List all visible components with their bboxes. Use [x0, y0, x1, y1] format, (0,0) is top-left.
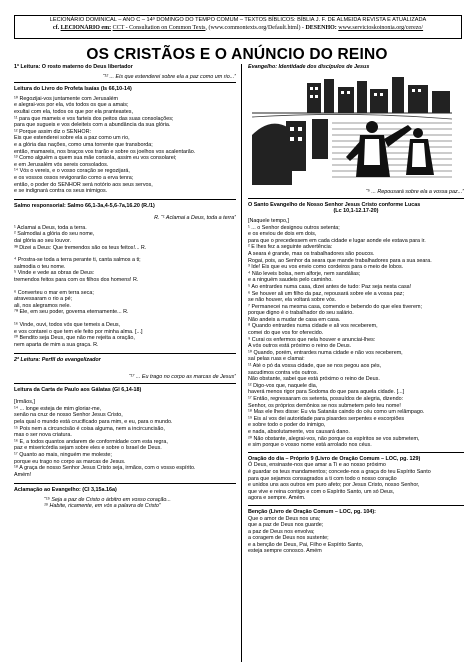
- prayer-line: que vive e reina contigo e com o Espírito Santo, um só Deus,: [248, 488, 395, 495]
- verse-line: Senhor, os próprios demônios se nos submetem pelo teu nome!: [248, 402, 401, 409]
- header-line-1: LECIONÁRIO DOMINICAL – ANO C – 14º DOMINGO DO TEMPO COMUM – TEXTOS BÍBLICOS: BÍBLIA J. F. DE ALMEIDA REVISTA E ATUALIZADA: [49, 17, 427, 23]
- verse-line: Amém!: [14, 471, 32, 478]
- verse-line: ¹⁵ Pois nem a circuncisão é coisa alguma, nem a incircuncisão,: [14, 425, 165, 432]
- divider: [14, 483, 236, 484]
- reading2-text: [14, 399, 236, 478]
- acclamation-heading: Aclamação ao Evangelho: (Cl 3,15a.16a): [14, 487, 117, 494]
- verse-line: ¹⁸ Mas ele lhes disse: Eu via Satanás caindo do céu como um relâmpago.: [248, 409, 425, 416]
- blessing-line: Que o amor de Deus nos una;: [248, 515, 321, 522]
- header-desenho-link[interactable]: www.servicioskoinonia.org/cerezo/: [338, 25, 424, 31]
- reading2-quote: “¹⁷ ... Eu trago no corpo as marcas de Jesus”: [128, 373, 236, 380]
- verse-line: senão na cruz de nosso Senhor Jesus Cristo,: [14, 412, 123, 419]
- verse-line: então, mamareis, nos braços vos trarão e sobre os joelhos vos acalentarão.: [14, 148, 196, 155]
- verse-line: e alegrai-vos por ela, vós todos os que a amais;: [14, 102, 129, 109]
- verse-line: ⁹ Curai os enfermos que nela houver e anunciai-lhes:: [248, 336, 376, 343]
- header-ccl-url: , (www.commontexts.org/Default.html) -: [205, 25, 304, 31]
- verse-line: “¹⁵ Seja a paz de Cristo o árbitro em vosso coração...: [44, 496, 171, 503]
- reading1-book: Leitura do Livro do Profeta Isaías (Is 66,10-14): [14, 86, 132, 93]
- gospel-reference: (Lc 10,1-12.17-20): [333, 208, 379, 215]
- acclamation-text: [14, 497, 236, 510]
- divider: [248, 198, 464, 199]
- divider: [14, 383, 236, 384]
- verse-line: ¹² Digo-vos que, naquele dia,: [248, 382, 318, 389]
- verse-line: sacudimos contra vós outros.: [248, 369, 319, 376]
- verse-line: ⁵ Vinde e vede as obras de Deus:: [14, 270, 95, 277]
- left-column: [14, 64, 236, 664]
- reading2-book: Leitura da Carta de Paulo aos Gálatas (Gl 6,14-18): [14, 386, 142, 393]
- verse-line: saí pelas ruas e clamai:: [248, 356, 305, 363]
- divider: [14, 199, 236, 200]
- header-desenho-label: DESENHO:: [305, 25, 337, 31]
- verse-line: ¹³ Como alguém a quem sua mãe consola, assim eu vos consolarei;: [14, 155, 177, 162]
- prayer-line: é guardar os teus mandamentos; concede-nos a graça do teu Espírito Santo: [248, 468, 431, 475]
- verse-line: e em Jerusalém vós sereis consolados.: [14, 161, 109, 168]
- verse-line: paz e misericórdia sejam sobre eles e sobre o Israel de Deus.: [14, 445, 162, 452]
- prayer-line: para que sejamos consagrados a ti com todo o nosso coração: [248, 475, 397, 482]
- gospel-theme: Evangelho: Identidade dos discípulos de Jesus: [248, 64, 370, 70]
- verse-line: e a ninguém saudeis pelo caminho.: [248, 277, 333, 284]
- verse-line: mas o ser nova criatura.: [14, 432, 72, 439]
- verse-line: Não andeis a mudar de casa em casa.: [248, 316, 341, 323]
- verse-line: ²⁰ Bendito seja Deus, que não me rejeita a oração,: [14, 335, 135, 342]
- verse-line: ⁸ Quando entrardes numa cidade e ali vos receberem,: [248, 323, 378, 330]
- verse-line: ¹ ... o Senhor designou outros setenta;: [248, 224, 340, 231]
- verse-line: para que sugueis e vos deleiteis com a abundância da sua glória.: [14, 122, 171, 129]
- verse-line: ¹⁰ Regozijai-vos juntamente com Jerusalém: [14, 95, 119, 102]
- verse-line: se não houver, ela voltará sobre vós.: [248, 297, 337, 304]
- blessing-line: esteja sempre conosco. Amém: [248, 548, 322, 555]
- header-lecionario-label: LECIONÁRIO em:: [60, 25, 112, 31]
- verse-line: Eis que estenderei sobre ela a paz como um rio,: [14, 135, 130, 142]
- verse-line: ¹⁸ A graça de nosso Senhor Jesus Cristo seja, irmãos, com o vosso espírito.: [14, 465, 196, 472]
- verse-line: porque eu trago no corpo as marcas de Jesus.: [14, 458, 126, 465]
- verse-line: ¹⁷ Quanto ao mais, ninguém me moleste;: [14, 451, 112, 458]
- verse-line: ¹² Porque assim diz o SENHOR:: [14, 128, 91, 135]
- verse-line: ¹⁶ Vinde, ouvi, todos vós que temeis a Deus,: [14, 322, 121, 328]
- divider: [248, 452, 464, 453]
- verse-line: ⁷ Permanecei na mesma casa, comendo e bebendo do que eles tiverem;: [248, 303, 422, 310]
- verse-line: nem aparta de mim a sua graça. R.: [14, 341, 99, 348]
- blessing-line: a paz de Deus nos envolva;: [248, 528, 315, 535]
- verse-line: dai glória ao seu louvor.: [14, 238, 71, 245]
- verse-line: ali, nos alegramos nele.: [14, 302, 71, 309]
- verse-line: e os vossos ossos revigorarão como a erva tenra;: [14, 174, 134, 181]
- verse-line: ¹⁰ Quando, porém, entrardes numa cidade e não vos receberem,: [248, 349, 403, 356]
- verse-line: e sim porque o vosso nome está arrolado nos céus.: [248, 442, 372, 449]
- verse-line: ² Salmodiai a glória do seu nome,: [14, 231, 95, 238]
- verse-line: A seara é grande, mas os trabalhadores são poucos.: [248, 250, 375, 257]
- prayer-heading: Oração do dia – Próprio 9 (Livro de Oração Comum – LOC, pg. 129): [248, 455, 421, 462]
- verse-line: [Naquele tempo,]: [248, 217, 290, 224]
- header-cf: cf.: [52, 25, 60, 31]
- reading1-heading: 1ª Leitura: O rosto materno do Deus libertador: [14, 64, 133, 70]
- reading2-heading: 2ª Leitura: Perfil do evangelizador: [14, 357, 101, 364]
- psalm-stanza: [14, 290, 236, 316]
- verse-line: ¹⁶ Habite, ricamente, em vós a palavra de Cristo”: [44, 503, 161, 510]
- divider: [248, 505, 464, 506]
- verse-line: Não obstante, sabei que está próximo o reino de Deus.: [248, 376, 380, 383]
- verse-line: e se indignará contra os seus inimigos.: [14, 188, 108, 195]
- prayer-line: Ó Deus, ensinaste-nos que amar a Ti e ao nosso próximo: [248, 462, 386, 469]
- verse-line: haverá menos rigor para Sodoma do que para aquela cidade. [...]: [248, 389, 405, 396]
- gospel-heading: O Santo Evangelho de Nosso Senhor Jesus Cristo conforme Lucas: [248, 201, 421, 208]
- psalm-stanza: [14, 322, 236, 348]
- prayer-line: e unidos uns aos outros em puro afeto; por Jesus Cristo, nosso Senhor,: [248, 482, 420, 489]
- divider: [14, 82, 236, 83]
- verse-line: ¹⁷ Então, regressaram os setenta, possuídos de alegria, dizendo:: [248, 396, 404, 402]
- verse-line: ⁵ Ao entrardes numa casa, dizei antes de tudo: Paz seja nesta casa!: [248, 283, 412, 290]
- reading1-quote: “¹² ... Eis que estenderei sobre ela a paz como um rio...”: [102, 73, 236, 80]
- column-divider: [241, 64, 242, 662]
- verse-line: Rogai, pois, ao Senhor da seara que mande trabalhadores para a sua seara.: [248, 257, 432, 264]
- verse-line: para que o precedessem em cada cidade e lugar aonde ele estava para ir.: [248, 237, 426, 244]
- verse-line: ¹¹ para que mameis e vos fartеis dos peitos das suas consolações;: [14, 115, 174, 122]
- verse-line: tremendos feitos para com os filhos dos homens! R.: [14, 277, 139, 284]
- blessing-line: a coragem de Deus nos sustente;: [248, 535, 329, 542]
- verse-line: ⁶ Se houver ali um filho da paz, repousará sobre ele a vossa paz;: [248, 290, 404, 297]
- verse-line: e os enviou de dois em dois,: [248, 231, 317, 238]
- header-box: [14, 15, 462, 39]
- blessing-text: [248, 516, 464, 556]
- psalm-heading: Salmo responsorial: Salmo 66,1-3a,4-5,6-7a,16.20 (R./1): [14, 202, 155, 209]
- verse-line: e sobre todo o poder do inimigo,: [248, 422, 326, 429]
- page-title: OS CRISTÃOS E O ANÚNCIO DO REINO: [86, 46, 388, 63]
- verse-line: ³ Ide! Eis que eu vos envio como cordeiros para o meio de lobos.: [248, 264, 404, 271]
- verse-line: porque digno é o trabalhador do seu salário.: [248, 310, 354, 317]
- verse-line: ⁶ Converteu o mar em terra seca;: [14, 289, 94, 296]
- verse-line: ⁴ Não leveis bolsa, nem alforje, nem sandálias;: [248, 270, 361, 277]
- verse-line: ² E lhes fez a seguinte advertência:: [248, 244, 333, 251]
- header-line-2: [15, 24, 461, 32]
- verse-line: ³ª Dizei a Deus: Que tremendos são os teus feitos!... R.: [14, 244, 147, 251]
- verse-line: ¹⁴ Vós o vereis, e o vosso coração se regozijará,: [14, 168, 130, 175]
- verse-line: exultai com ela, todos os que por ela pranteastes,: [14, 108, 133, 115]
- verse-line: salmodia o teu nome.: [14, 263, 66, 270]
- psalm-stanza: [14, 257, 236, 283]
- divider: [14, 353, 236, 354]
- verse-line: ¹ Aclamai a Deus, toda a terra.: [14, 224, 87, 231]
- verse-line: ⁷ª Ele, em seu poder, governa eternamente... R.: [14, 309, 129, 316]
- gospel-illustration: [252, 75, 452, 185]
- verse-line: ¹¹ Até o pó da vossa cidade, que se nos pegou aos pés,: [248, 363, 382, 370]
- verse-line: [Irmãos,]: [14, 399, 35, 406]
- verse-line: ¹⁶ E, a todos quantos andarem de conformidade com esta regra,: [14, 438, 168, 445]
- gospel-quote: “⁵ ... Repousará sobre ela a vossa paz...”: [365, 189, 464, 196]
- verse-line: A vós outros está próximo o reino de Deus.: [248, 343, 352, 350]
- verse-line: ⁴ Prostra-se toda a terra perante ti, canta salmos a ti;: [14, 257, 141, 264]
- header-ccl-link[interactable]: CCT - Consultation on Common Texts: [112, 25, 206, 31]
- blessing-line: e a benção de Deus, Pai, Filho e Espírito Santo,: [248, 541, 364, 548]
- verse-line: e a glória das nações, como uma torrente que transborda;: [14, 141, 153, 148]
- verse-line: pela qual o mundo está crucificado para mim, e eu, para o mundo.: [14, 418, 173, 425]
- psalm-refrain: R. “¹ Aclamai a Deus, toda a terra”: [154, 215, 236, 222]
- psalm-stanza: [14, 225, 236, 251]
- verse-line: então, o poder do SENHOR será notório aos seus servos,: [14, 181, 153, 188]
- verse-line: ²⁰ Não obstante, alegrai-vos, não porque os espíritos se vos submetem,: [248, 435, 420, 442]
- verse-line: comei do que vos for oferecido.: [248, 330, 324, 337]
- verse-line: ¹⁴ ... longe esteja de mim gloriar-me,: [14, 405, 102, 412]
- reading1-text: [14, 96, 236, 195]
- gospel-text: [248, 218, 464, 449]
- prayer-text: [248, 462, 464, 502]
- verse-line: e nada, absolutamente, vos causará dano.: [248, 428, 350, 435]
- blessing-line: que a paz de Deus nos guarde;: [248, 522, 324, 529]
- right-column: [248, 64, 464, 664]
- blessing-heading: Benção (Livro de Oração Comum – LOC, pg. 104):: [248, 508, 376, 515]
- prayer-line: agora e sempre. Amém.: [248, 495, 306, 502]
- verse-line: atravessaram o rio a pé;: [14, 296, 73, 303]
- verse-line: ¹⁹ Eis aí vos dei autoridade para pisardes serpentes e escorpiões: [248, 415, 405, 422]
- verse-line: e vos contarei o que tem ele feito por minha alma. [...]: [14, 328, 143, 335]
